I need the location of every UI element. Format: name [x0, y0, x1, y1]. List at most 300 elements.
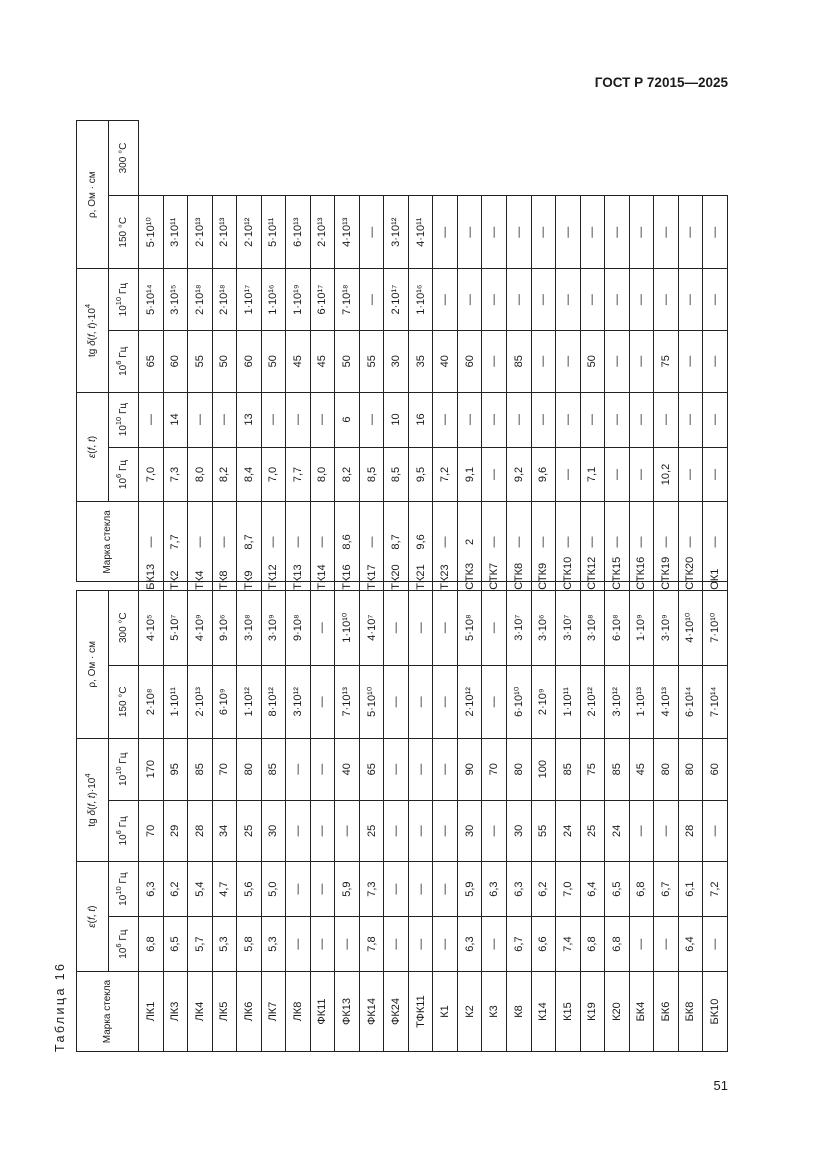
value-cell: 29	[163, 800, 188, 862]
value-cell: —	[433, 862, 458, 917]
value-cell: 6,7	[506, 917, 531, 972]
value-cell: —	[433, 392, 458, 447]
table-row	[654, 121, 679, 1052]
value-cell: 55	[188, 330, 213, 392]
header-f6: $10^6$ Гц	[109, 917, 139, 972]
table-row	[359, 121, 384, 1052]
glass-mark-cell: СТК7	[482, 582, 507, 590]
table-row	[212, 121, 237, 1052]
value-cell: 3·10⁹	[261, 590, 286, 665]
value-cell: —	[212, 502, 237, 582]
glass-mark-cell: СТК3	[457, 582, 482, 590]
value-cell: —	[531, 392, 556, 447]
value-cell: —	[556, 196, 581, 269]
glass-mark-cell: ТК20	[384, 582, 409, 590]
table-row	[703, 121, 728, 1052]
page-number: 51	[713, 1078, 728, 1093]
value-cell: —	[678, 502, 703, 582]
value-cell: —	[556, 447, 581, 502]
table-body	[139, 121, 728, 1052]
value-cell: —	[457, 392, 482, 447]
value-cell: —	[678, 269, 703, 331]
header-f10: $10^{10}$ Гц	[109, 269, 139, 331]
value-cell: —	[384, 665, 409, 738]
value-cell: 65	[359, 738, 384, 800]
value-cell: —	[433, 800, 458, 862]
value-cell: 7,3	[359, 862, 384, 917]
value-cell: 5,0	[261, 862, 286, 917]
value-cell: —	[433, 665, 458, 738]
value-cell: —	[654, 917, 679, 972]
glass-mark-cell: ФК13	[335, 972, 360, 1052]
value-cell: 75	[654, 330, 679, 392]
value-cell: 7,1	[580, 447, 605, 502]
glass-mark-cell: ТК4	[188, 582, 213, 590]
value-cell: 6,1	[678, 862, 703, 917]
value-cell: 5,8	[237, 917, 262, 972]
table-row	[457, 121, 482, 1052]
glass-mark-cell: К1	[433, 972, 458, 1052]
value-cell: 85	[506, 330, 531, 392]
value-cell: 3·10⁹	[654, 590, 679, 665]
value-cell: 6,7	[654, 862, 679, 917]
table-row	[580, 121, 605, 1052]
value-cell: 6·10¹³	[286, 196, 311, 269]
value-cell: —	[310, 800, 335, 862]
value-cell: 2·10¹³	[188, 665, 213, 738]
value-cell: —	[433, 269, 458, 331]
value-cell: 3·10⁷	[506, 590, 531, 665]
glass-mark-cell: СТК20	[678, 582, 703, 590]
value-cell: —	[678, 196, 703, 269]
value-cell: —	[703, 269, 728, 331]
value-cell: 8·10¹²	[261, 665, 286, 738]
value-cell: 50	[335, 330, 360, 392]
value-cell: 65	[139, 330, 164, 392]
value-cell: 1·10¹¹	[556, 665, 581, 738]
value-cell: 8,5	[359, 447, 384, 502]
value-cell: —	[605, 447, 630, 502]
value-cell: 7·10¹⁸	[335, 269, 360, 331]
value-cell: —	[408, 665, 433, 738]
value-cell: —	[310, 502, 335, 582]
table-row	[678, 121, 703, 1052]
value-cell: 24	[556, 800, 581, 862]
glass-mark-cell: ТФК11	[408, 972, 433, 1052]
value-cell: 6,5	[163, 917, 188, 972]
value-cell: —	[580, 392, 605, 447]
value-cell: 6,4	[580, 862, 605, 917]
value-cell: 2·10¹³	[310, 196, 335, 269]
value-cell: —	[482, 447, 507, 502]
value-cell: 24	[605, 800, 630, 862]
value-cell: —	[261, 502, 286, 582]
table-row	[482, 121, 507, 1052]
value-cell: —	[212, 392, 237, 447]
glass-mark-cell: ТК14	[310, 582, 335, 590]
value-cell: 6·10⁸	[605, 590, 630, 665]
glass-mark-cell: БК6	[654, 972, 679, 1052]
value-cell: 6,8	[580, 917, 605, 972]
value-cell: —	[286, 392, 311, 447]
value-cell: 2·10¹³	[212, 196, 237, 269]
value-cell: 5·10¹¹	[261, 196, 286, 269]
value-cell: 7,2	[703, 862, 728, 917]
glass-mark-cell: БК4	[629, 972, 654, 1052]
value-cell: —	[506, 196, 531, 269]
value-cell: 70	[212, 738, 237, 800]
value-cell: —	[678, 330, 703, 392]
value-cell: 1·10⁹	[629, 590, 654, 665]
glass-mark-cell: СТК12	[580, 582, 605, 590]
value-cell: 10	[384, 392, 409, 447]
value-cell: 6,8	[605, 917, 630, 972]
glass-mark-cell: ЛК8	[286, 972, 311, 1052]
value-cell: 4·10¹³	[335, 196, 360, 269]
value-cell: —	[384, 800, 409, 862]
value-cell: 7,0	[556, 862, 581, 917]
value-cell: 5,4	[188, 862, 213, 917]
value-cell: 85	[556, 738, 581, 800]
glass-mark-cell: СТК9	[531, 582, 556, 590]
glass-mark-cell: К2	[457, 972, 482, 1052]
value-cell: 35	[408, 330, 433, 392]
standard-number: ГОСТ Р 72015—2025	[594, 75, 728, 90]
value-cell: 3·10¹⁵	[163, 269, 188, 331]
value-cell: 28	[678, 800, 703, 862]
table-caption: Таблица 16	[53, 961, 67, 1052]
header-f6: $10^6$ Гц	[109, 447, 139, 502]
value-cell: 3·10¹²	[605, 665, 630, 738]
value-cell: 55	[531, 800, 556, 862]
value-cell: —	[384, 917, 409, 972]
value-cell: 30	[261, 800, 286, 862]
value-cell: 9,5	[408, 447, 433, 502]
value-cell: —	[580, 502, 605, 582]
value-cell: —	[359, 269, 384, 331]
glass-mark-cell: ЛК5	[212, 972, 237, 1052]
value-cell: —	[384, 590, 409, 665]
glass-mark-cell: ФК11	[310, 972, 335, 1052]
value-cell: 6,6	[531, 917, 556, 972]
table-row	[408, 121, 433, 1052]
header-tg: tg δ(f, $t)\cdot 10^4$	[77, 738, 109, 861]
glass-mark-cell: БК10	[703, 972, 728, 1052]
value-cell: —	[433, 590, 458, 665]
value-cell: —	[506, 392, 531, 447]
value-cell: —	[482, 800, 507, 862]
value-cell: —	[286, 502, 311, 582]
value-cell: 30	[384, 330, 409, 392]
value-cell: —	[408, 862, 433, 917]
value-cell: —	[605, 269, 630, 331]
value-cell: 14	[163, 392, 188, 447]
value-cell: —	[580, 196, 605, 269]
value-cell: —	[335, 800, 360, 862]
value-cell: 40	[335, 738, 360, 800]
value-cell: —	[286, 917, 311, 972]
value-cell: 2·10⁸	[139, 665, 164, 738]
value-cell: 3·10¹²	[286, 665, 311, 738]
value-cell: 6,4	[678, 917, 703, 972]
value-cell: 80	[506, 738, 531, 800]
glass-mark-cell: СТК16	[629, 582, 654, 590]
value-cell: 28	[188, 800, 213, 862]
value-cell: 80	[654, 738, 679, 800]
glass-mark-cell: ТК9	[237, 582, 262, 590]
value-cell: 6,3	[482, 862, 507, 917]
value-cell: 10,2	[654, 447, 679, 502]
header-eps: ε(f, t)	[77, 862, 109, 972]
value-cell: 25	[237, 800, 262, 862]
value-cell: 8,4	[237, 447, 262, 502]
value-cell: 70	[139, 800, 164, 862]
value-cell: —	[139, 392, 164, 447]
value-cell: 55	[359, 330, 384, 392]
header-t150: 150 °C	[109, 196, 139, 269]
glass-mark-cell: ФК14	[359, 972, 384, 1052]
table-row	[506, 121, 531, 1052]
table-row	[286, 121, 311, 1052]
value-cell: 4·10⁵	[139, 590, 164, 665]
value-cell: —	[482, 392, 507, 447]
value-cell: 7,4	[556, 917, 581, 972]
table-row	[384, 121, 409, 1052]
value-cell: 1·10¹⁰	[335, 590, 360, 665]
glass-mark-cell: ТК17	[359, 582, 384, 590]
table-row	[531, 121, 556, 1052]
value-cell: 100	[531, 738, 556, 800]
glass-mark-cell: БК13	[139, 582, 164, 590]
value-cell: —	[408, 917, 433, 972]
value-cell: —	[703, 502, 728, 582]
value-cell: 7·10¹⁰	[703, 590, 728, 665]
value-cell: 2	[457, 502, 482, 582]
value-cell: 95	[163, 738, 188, 800]
glass-mark-cell: СТК15	[605, 582, 630, 590]
value-cell: 4·10⁷	[359, 590, 384, 665]
value-cell: 7,7	[286, 447, 311, 502]
value-cell: 90	[457, 738, 482, 800]
value-cell: 6,8	[629, 862, 654, 917]
value-cell: 9,2	[506, 447, 531, 502]
value-cell: 45	[629, 738, 654, 800]
value-cell: 4,7	[212, 862, 237, 917]
header-f10: $10^{10}$ Гц	[109, 392, 139, 447]
value-cell: 45	[310, 330, 335, 392]
header-f6: $10^6$ Гц	[109, 330, 139, 392]
value-cell: 5,7	[188, 917, 213, 972]
value-cell: —	[408, 800, 433, 862]
value-cell: 9·10⁸	[286, 590, 311, 665]
value-cell: 4·10¹⁰	[678, 590, 703, 665]
value-cell: —	[335, 917, 360, 972]
value-cell: 8,0	[188, 447, 213, 502]
table-row	[261, 121, 286, 1052]
value-cell: 7,8	[359, 917, 384, 972]
glass-mark-cell: ЛК4	[188, 972, 213, 1052]
value-cell: —	[310, 862, 335, 917]
value-cell: —	[359, 502, 384, 582]
value-cell: 6,3	[139, 862, 164, 917]
value-cell: —	[433, 738, 458, 800]
header-f10: $10^{10}$ Гц	[109, 862, 139, 917]
header-tg: tg δ(f, $t)\cdot 10^4$	[77, 269, 109, 392]
value-cell: 85	[188, 738, 213, 800]
value-cell: 1·10¹⁶	[408, 269, 433, 331]
value-cell: 6	[335, 392, 360, 447]
value-cell: —	[188, 502, 213, 582]
value-cell: —	[506, 502, 531, 582]
value-cell: —	[654, 196, 679, 269]
value-cell: —	[605, 502, 630, 582]
value-cell: 60	[163, 330, 188, 392]
value-cell: —	[261, 392, 286, 447]
header-rho: ρ, Ом · см	[77, 121, 109, 269]
value-cell: 5·10⁸	[457, 590, 482, 665]
glass-mark-cell: ТК12	[261, 582, 286, 590]
value-cell: —	[531, 269, 556, 331]
value-cell: 1·10¹²	[237, 665, 262, 738]
table-row	[605, 121, 630, 1052]
value-cell: 6,3	[506, 862, 531, 917]
glass-mark-cell: ЛК1	[139, 972, 164, 1052]
value-cell: 6,2	[531, 862, 556, 917]
table-gap	[77, 582, 139, 590]
header-rho: ρ, Ом · см	[77, 590, 109, 738]
value-cell: —	[482, 665, 507, 738]
value-cell: 8,7	[384, 502, 409, 582]
value-cell: 2·10¹²	[457, 665, 482, 738]
value-cell: 30	[457, 800, 482, 862]
value-cell: —	[654, 269, 679, 331]
value-cell: 7,0	[261, 447, 286, 502]
value-cell: 4·10¹¹	[408, 196, 433, 269]
header-f10: $10^{10}$ Гц	[109, 738, 139, 800]
value-cell: —	[286, 738, 311, 800]
value-cell: 40	[433, 330, 458, 392]
value-cell: 85	[605, 738, 630, 800]
value-cell: 3·10⁷	[556, 590, 581, 665]
value-cell: —	[482, 269, 507, 331]
value-cell: 3·10⁸	[580, 590, 605, 665]
value-cell: —	[703, 447, 728, 502]
value-cell: 30	[506, 800, 531, 862]
glass-mark-cell: ТК16	[335, 582, 360, 590]
value-cell: 1·10¹⁷	[237, 269, 262, 331]
glass-mark-cell: ТК2	[163, 582, 188, 590]
table-row	[310, 121, 335, 1052]
header-t300: 300 °C	[109, 590, 139, 665]
glass-mark-cell: ОК1	[703, 582, 728, 590]
value-cell: 2·10¹³	[188, 196, 213, 269]
value-cell: 3·10⁶	[531, 590, 556, 665]
value-cell: 80	[237, 738, 262, 800]
value-cell: —	[629, 917, 654, 972]
header-mark: Марка стекла	[77, 972, 139, 1052]
value-cell: —	[605, 196, 630, 269]
value-cell: 3·10⁸	[237, 590, 262, 665]
value-cell: —	[310, 665, 335, 738]
value-cell: 9,1	[457, 447, 482, 502]
value-cell: 4·10¹³	[654, 665, 679, 738]
value-cell: 1·10¹³	[629, 665, 654, 738]
glass-mark-cell: К20	[605, 972, 630, 1052]
value-cell: —	[384, 738, 409, 800]
glass-mark-cell: ТК13	[286, 582, 311, 590]
glass-mark-cell: К14	[531, 972, 556, 1052]
value-cell: —	[310, 917, 335, 972]
value-cell: —	[531, 330, 556, 392]
value-cell: —	[556, 330, 581, 392]
value-cell: 70	[482, 738, 507, 800]
value-cell: —	[139, 502, 164, 582]
value-cell: —	[531, 196, 556, 269]
table-row	[139, 121, 164, 1052]
value-cell: —	[286, 862, 311, 917]
value-cell: —	[629, 502, 654, 582]
value-cell: —	[482, 196, 507, 269]
value-cell: 4·10⁹	[188, 590, 213, 665]
value-cell: 5·10⁷	[163, 590, 188, 665]
value-cell: —	[654, 392, 679, 447]
value-cell: 75	[580, 738, 605, 800]
rotated-table-wrapper	[76, 120, 728, 1052]
glass-mark-cell: СТК8	[506, 582, 531, 590]
header-t150: 150 °C	[109, 665, 139, 738]
glass-mark-cell: ТК21	[408, 582, 433, 590]
value-cell: 60	[703, 738, 728, 800]
value-cell: —	[482, 590, 507, 665]
value-cell: —	[605, 330, 630, 392]
glass-mark-cell: БК8	[678, 972, 703, 1052]
glass-mark-cell: ТК8	[212, 582, 237, 590]
value-cell: —	[678, 392, 703, 447]
value-cell: —	[629, 392, 654, 447]
value-cell: 6,3	[457, 917, 482, 972]
value-cell: —	[482, 917, 507, 972]
value-cell: 1·10¹⁶	[261, 269, 286, 331]
value-cell: 8,2	[212, 447, 237, 502]
value-cell: 2·10¹²	[580, 665, 605, 738]
value-cell: 60	[237, 330, 262, 392]
value-cell: 5,9	[335, 862, 360, 917]
value-cell: 8,7	[237, 502, 262, 582]
value-cell: 3·10¹¹	[163, 196, 188, 269]
value-cell: 7,0	[139, 447, 164, 502]
value-cell: —	[457, 269, 482, 331]
value-cell: —	[457, 196, 482, 269]
value-cell: 8,5	[384, 447, 409, 502]
value-cell: 50	[261, 330, 286, 392]
value-cell: 9,6	[531, 447, 556, 502]
value-cell: 7·10¹³	[335, 665, 360, 738]
value-cell: —	[310, 590, 335, 665]
value-cell: —	[629, 196, 654, 269]
value-cell: 5,6	[237, 862, 262, 917]
value-cell: —	[605, 392, 630, 447]
value-cell: 7,3	[163, 447, 188, 502]
value-cell: 6,2	[163, 862, 188, 917]
value-cell: 8,2	[335, 447, 360, 502]
header-t300: 300 °C	[109, 121, 139, 196]
value-cell: —	[359, 196, 384, 269]
value-cell: 45	[286, 330, 311, 392]
value-cell: 6,5	[605, 862, 630, 917]
value-cell: —	[629, 269, 654, 331]
value-cell: 6,8	[139, 917, 164, 972]
value-cell: 34	[212, 800, 237, 862]
